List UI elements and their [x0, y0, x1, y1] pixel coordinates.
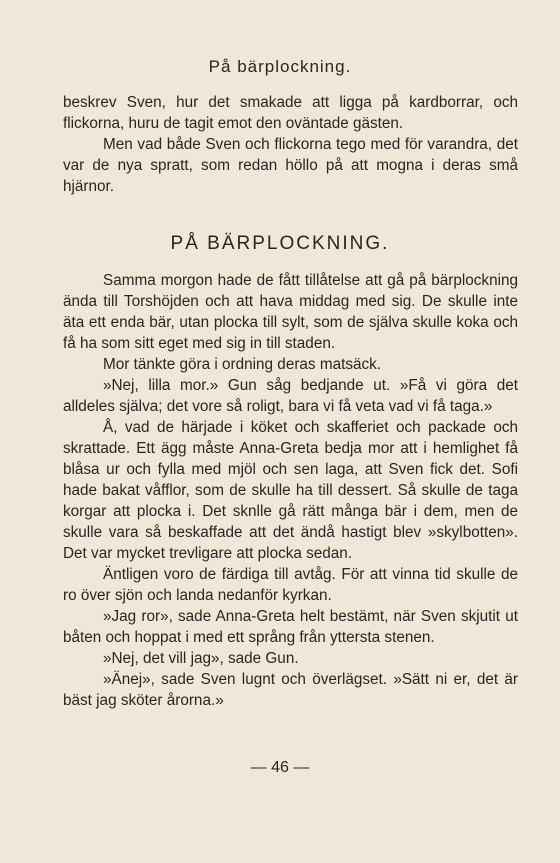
paragraph: »Änej», sade Sven lugnt och överlägset. »Sätt ni er, det är bäst jag sköter årorna.» [63, 671, 518, 709]
page-number: — 46 — [250, 759, 310, 776]
paragraph: Men vad både Sven och flickorna tego med för varandra, det var de nya spratt, som redan höllo på att mogna i deras små hjärnor. [63, 136, 518, 195]
section-text-block [63, 270, 518, 711]
running-title: På bärplockning. [208, 57, 352, 76]
paragraph: beskrev Sven, hur det smakade att ligga på kardborrar, och flickorna, huru de tagit emot den oväntade gästen. [63, 94, 518, 132]
paragraph: Samma morgon hade de fått tillåtelse att gå på bärplockning ända till Torshöjden och att hava middag med sig. De skulle inte äta ett enda bär, utan plocka till sylt, som de själva skulle koka och få ha som sitt eget med sig in till staden. [63, 272, 518, 352]
paragraph: »Jag ror», sade Anna-Greta helt bestämt, när Sven skjutit ut båten och hoppat i med ett språng från yttersta stenen. [63, 608, 518, 646]
paragraph: »Nej, det vill jag», sade Gun. [103, 650, 299, 667]
paragraph: Å, vad de härjade i köket och skafferiet och packade och skrattade. Ett ägg måste Anna-Greta bedja mor att i hemlighet få blåsa ur och fylla med mjöl och sen laga, att Sven fick det. Sofi hade bakat våfflor, som de skulle ha till dessert. Så skulle de taga korgar att plocka i. Det sknlle gå rätt många bär i dem, men de skulle vara så beskaffade att det ändå hastigt blev »skylbotten». Det var mycket trevligare att plocka sedan. [63, 419, 518, 562]
paragraph: Mor tänkte göra i ordning deras matsäck. [103, 356, 382, 373]
paragraph: Äntligen voro de färdiga till avtåg. För att vinna tid skulle de ro över sjön och landa nedanför kyrkan. [63, 566, 518, 604]
section-heading: PÅ BÄRPLOCKNING. [170, 233, 390, 254]
paragraph: »Nej, lilla mor.» Gun såg bedjande ut. »Få vi göra det alldeles själva; det vore så roligt, bara vi få veta vad vi få taga.» [63, 377, 518, 415]
intro-text-block [63, 92, 518, 197]
